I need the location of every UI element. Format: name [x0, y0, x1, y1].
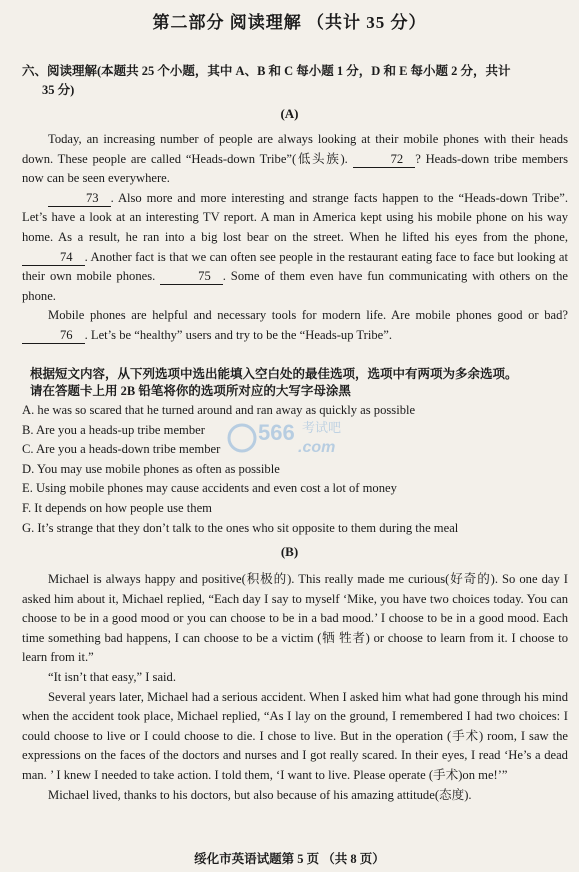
text-line: really scared. In their eyes, I read ‘He’s a dead man. ’ I knew I needed to take action. I told them, — [22, 748, 568, 782]
option-e: E. Using mobile phones may cause accidents and even cost a lot of money — [22, 481, 397, 496]
passage-a-label: (A) — [280, 106, 299, 121]
passage-a-paragraph-3 — [22, 306, 568, 345]
cloze-instructions — [30, 366, 560, 400]
text-fragment: ? — [415, 151, 421, 166]
blank-72: 72 — [353, 152, 416, 168]
blank-73: 73 — [48, 191, 111, 207]
page-footer: 绥化市英语试题第 5 页 （共 8 页） — [194, 852, 385, 866]
text-fragment: restaurant eating face to face but looking at their own mobile phones. — [22, 249, 568, 284]
option-a: A. he was so scared that he turned around and ran away as quickly as possible — [22, 403, 416, 417]
watermark-domain: .com — [298, 439, 336, 456]
instructions-line-1: 六、阅读理解(本题共 25 个小题，其中 A、B 和 C 每小题 1 分，D 和 E 每小题 2 分，共计 — [22, 64, 511, 78]
text-fragment: . Let’s be “healthy” users and try to be the “Heads-up Tribe”. — [84, 327, 393, 342]
watermark-number: 566 — [258, 420, 295, 445]
text-fragment: . Some — [222, 269, 260, 284]
text-line: Several years later, Michael had a serious accident. When I asked him what had gone through — [48, 689, 521, 704]
text-line: of them even have fun communicating with others on the phone. — [22, 269, 568, 303]
text-line: his mind when the accident took place, Michael replied, “As I lay on the ground, I remembered I — [22, 689, 568, 724]
passage-b — [22, 570, 568, 805]
text-fragment: . Also more and more interesting and strange facts happen to the “Heads-down — [110, 190, 528, 205]
watermark-ring-icon — [229, 425, 255, 451]
blank-76: 76 — [22, 328, 85, 344]
option-f: F. It depends on how people use them — [22, 500, 212, 515]
text-fragment: . Another fact is that we can often see people in the — [84, 249, 345, 264]
watermark-cn: 考试吧 — [302, 421, 342, 436]
section-title: 第二部分 阅读理解 （共计 35 分） — [152, 13, 427, 32]
passage-a — [22, 130, 568, 346]
text-line: 牲者) or choose to learn from it. I choose to learn from it.” — [22, 630, 569, 665]
passage-b-paragraph-3 — [22, 688, 568, 786]
cloze-instructions-line-1: 根据短文内容，从下列选项中选出能填入空白处的最佳选项，选项中有两项为多余选项。 — [30, 367, 518, 381]
passage-a-paragraph-1 — [22, 130, 568, 189]
option-b: B. Are you a heads-up tribe member — [22, 422, 205, 437]
passage-b-label: (B) — [280, 544, 299, 559]
passage-a-paragraph-2 — [22, 189, 568, 307]
text-line: Tribe”. Let’s have a look at an interesting TV report. A man in America kept using his mobile — [22, 190, 568, 225]
text-line: Michael is always happy and positive(积极的). This really made me curious(好奇的). So — [48, 572, 516, 586]
text-line: Heads-down tribe members now can be seen everywhere. — [22, 151, 569, 186]
text-fragment: his eyes from the phone, — [434, 229, 568, 244]
text-line: operation (手术) room, I saw the expressions on the faces of the doctors and nurses and I got — [22, 728, 568, 763]
text-fragment: or bad? — [528, 308, 568, 323]
blank-74: 74 — [22, 250, 85, 266]
text-line: their heads down. These people are called “Heads-down Tribe”(低头族). — [22, 132, 568, 166]
passage-b-paragraph-4: Michael lived, thanks to his doctors, but also because of his amazing attitude(态度). — [48, 787, 472, 802]
watermark-logo — [222, 414, 362, 460]
option-c: C. Are you a heads-down tribe member — [22, 442, 221, 457]
text-line: choose to be in a good mood. Each time something bad happens, I can choose to be a victim (牺 — [22, 611, 568, 645]
text-line: one day I asked him about it, Michael replied, “Each day I say to myself ‘Mike, you have two — [22, 572, 568, 606]
text-line: phone on his way home. As a result, he ran into a big lost bear on the street. When he lifted — [22, 210, 569, 244]
blank-75: 75 — [160, 269, 223, 285]
text-line: Mobile phones are helpful and necessary tools for modern life. Are mobile phones good — [48, 308, 523, 323]
passage-b-paragraph-1 — [22, 570, 568, 668]
text-line: choices today. You can choose to be in a good mood or you can choose to be in a bad mood.’ I — [22, 591, 568, 626]
text-line: had two choices: I could choose to live or I could choose to die. I chose to live. But in the — [22, 709, 568, 743]
option-d: D. You may use mobile phones as often as possible — [22, 461, 280, 476]
cloze-instructions-line-2: 请在答题卡上用 2B 铅笔将你的选项所对应的大写字母涂黑 — [30, 384, 351, 398]
option-g: G. It’s strange that they don’t talk to the ones who sit opposite to them during the meal — [22, 520, 459, 535]
passage-b-paragraph-2: “It isn’t that easy,” I said. — [48, 669, 176, 684]
instructions-line-2: 35 分) — [42, 83, 75, 97]
text-line: ‘I want to live. Please operate (手术)on me!’” — [276, 767, 508, 782]
section-instructions — [22, 62, 562, 100]
text-line: Today, an increasing number of people are always looking at their mobile phones with — [48, 132, 507, 146]
